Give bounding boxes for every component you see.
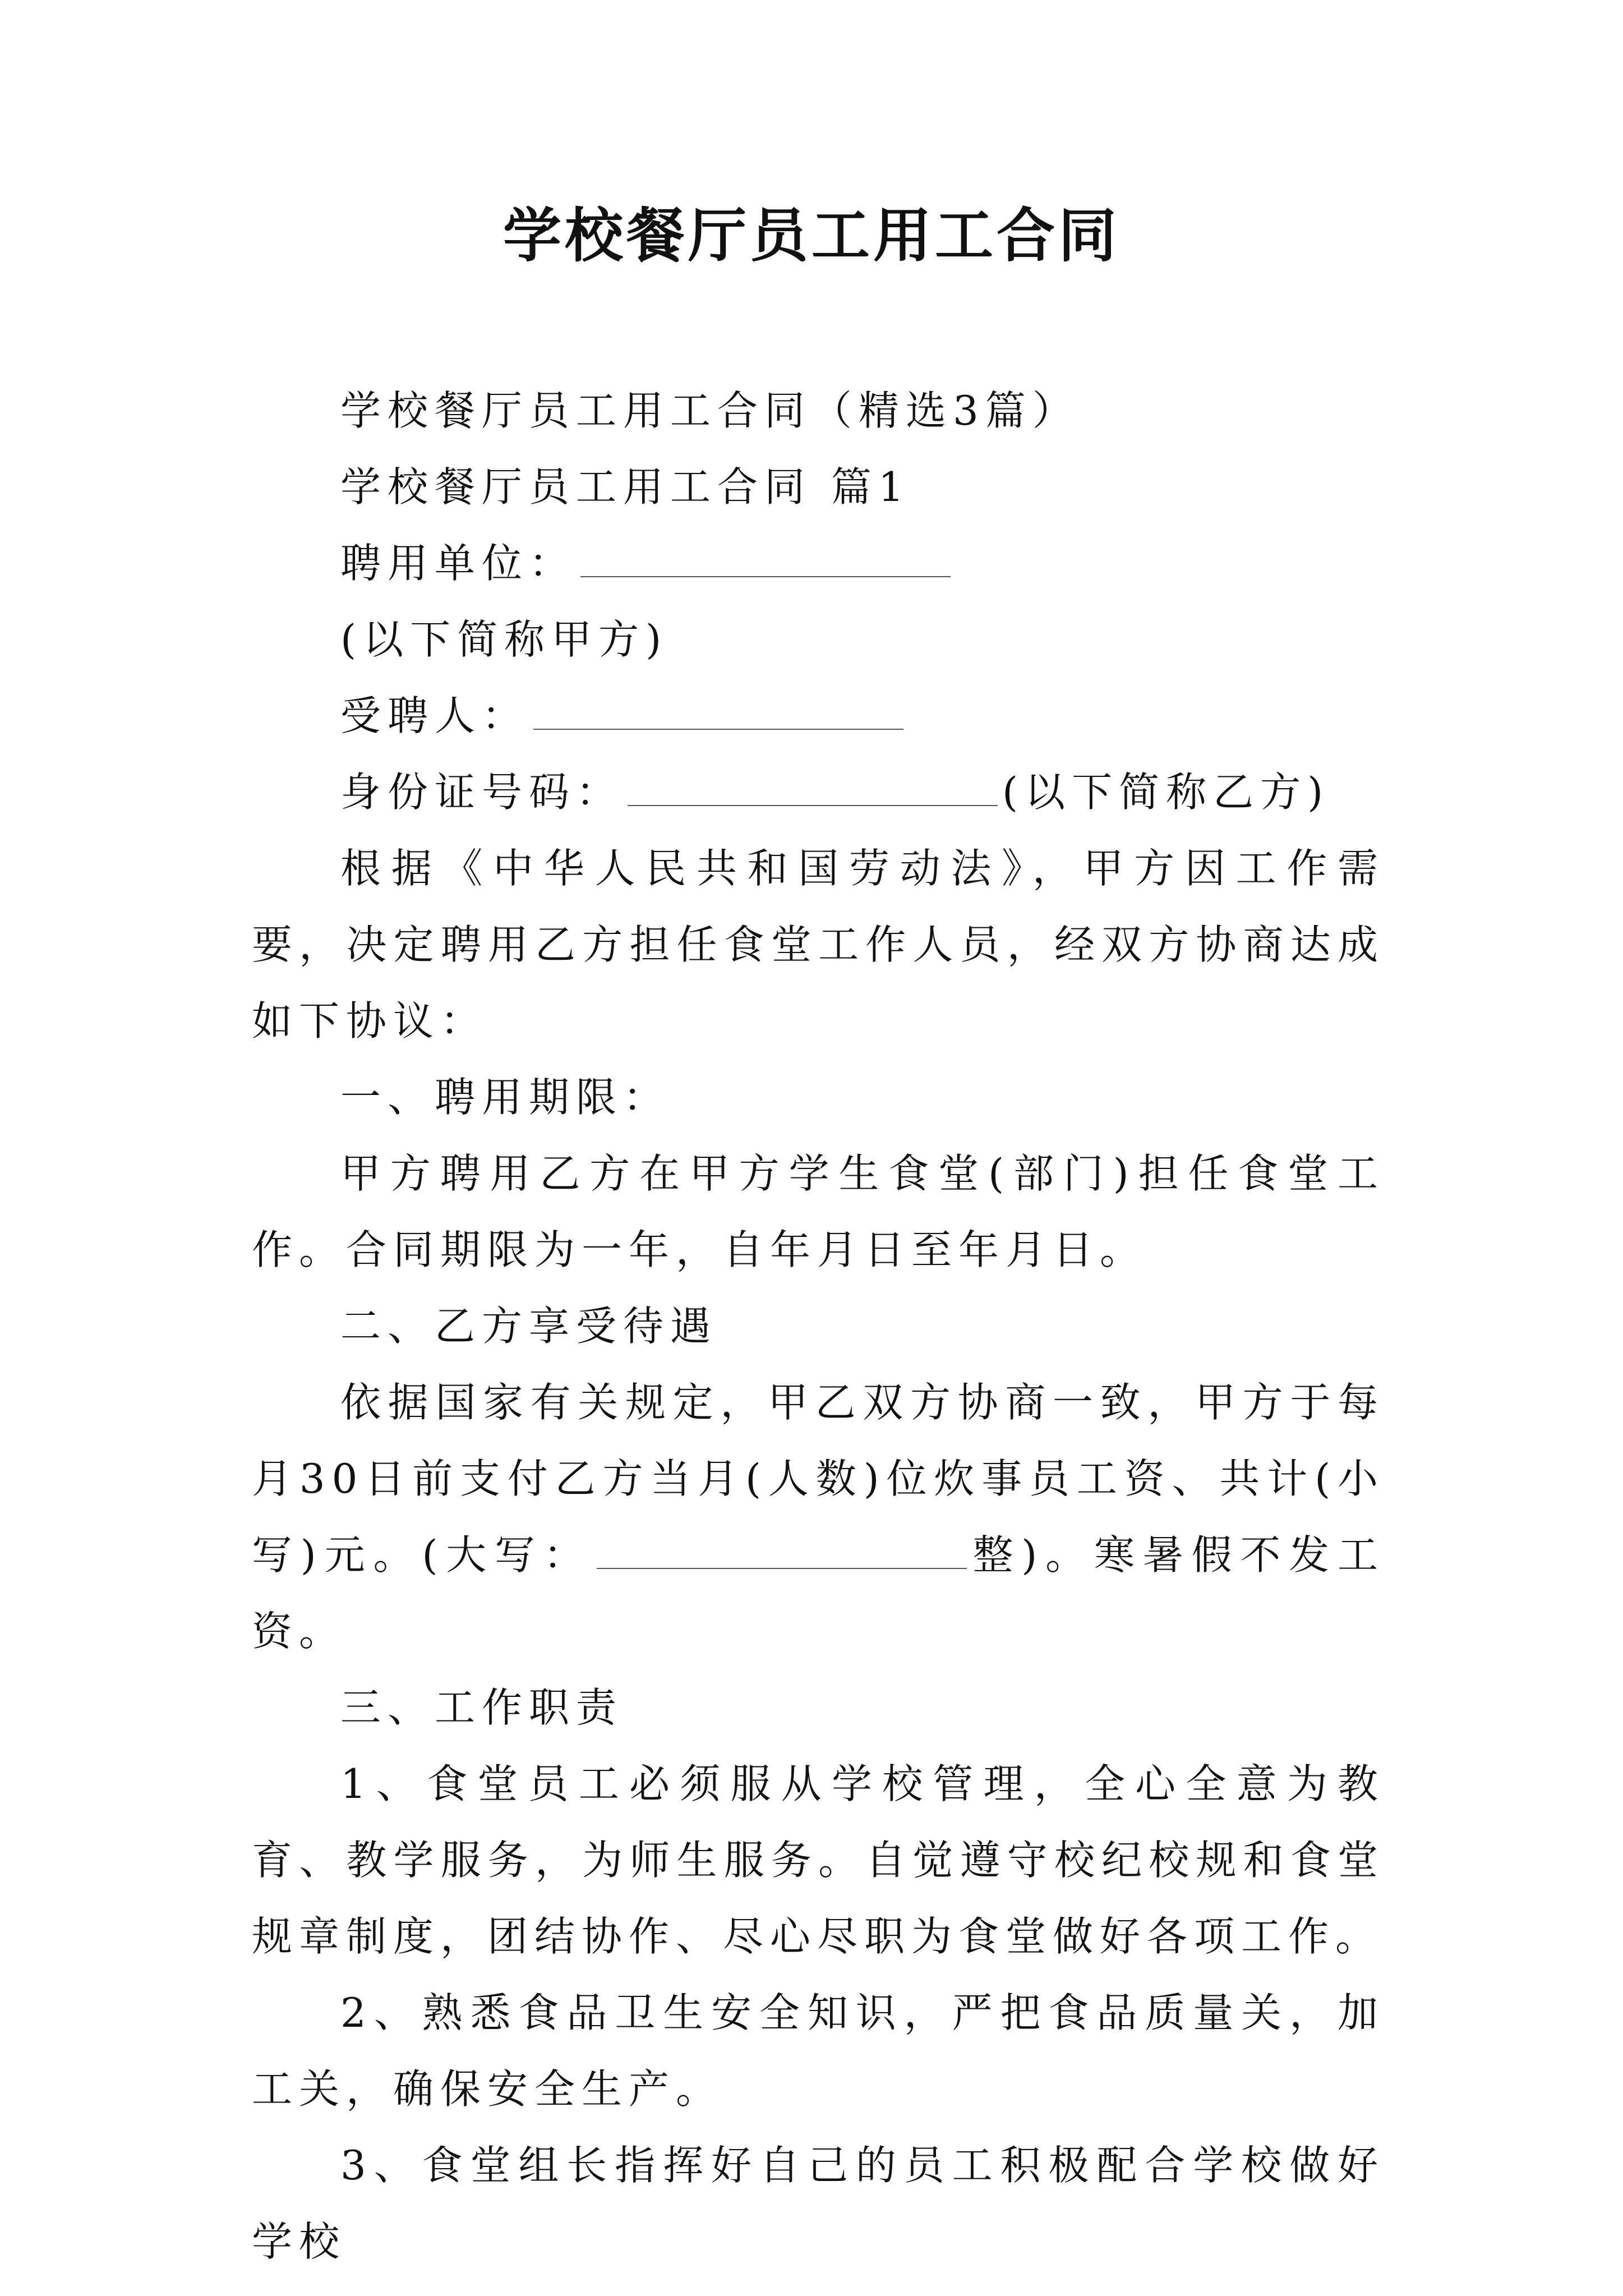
clause1-paragraph: 甲方聘用乙方在甲方学生食堂(部门)担任食堂工作。合同期限为一年，自年月日至年月日。	[252, 1150, 1385, 1273]
clause2-heading: 二、乙方享受待遇	[340, 1303, 718, 1350]
id-note: (以下简称乙方)	[1002, 769, 1330, 816]
employer-label: 聘用单位：	[340, 540, 577, 587]
section-heading: 学校餐厅员工用工合同 篇1	[340, 463, 911, 510]
clause2-text-b: 整)。寒暑假不发工资。	[252, 1531, 1385, 1655]
id-blank-field	[628, 771, 998, 806]
employee-blank-field	[533, 695, 903, 730]
document-title: 学校餐厅员工用工合同	[502, 201, 1120, 270]
id-label: 身份证号码：	[340, 769, 624, 816]
id-line	[252, 754, 1385, 830]
duty-3: 3、食堂组长指挥好自己的员工积极配合学校做好学校	[252, 2142, 1385, 2265]
employee-line	[252, 678, 1385, 754]
employer-note: (以下简称甲方)	[340, 616, 668, 663]
amount-blank-field	[597, 1534, 967, 1569]
clause2-paragraph	[252, 1364, 1385, 1669]
employer-line	[252, 525, 1385, 601]
document-body	[252, 372, 1385, 2280]
document-subtitle: 学校餐厅员工用工合同（精选3篇）	[340, 387, 1080, 434]
intro-paragraph: 根据《中华人民共和国劳动法》，甲方因工作需要，决定聘用乙方担任食堂工作人员，经双方协商达成如下协议：	[252, 845, 1385, 1045]
clause2-text-a: 依据国家有关规定，甲乙双方协商一致，甲方于每月30日前支付乙方当月(人数)位炊事员工资、共计(小写)元。(大写：	[252, 1379, 1385, 1579]
duty-1: 1、食堂员工必须服从学校管理，全心全意为教育、教学服务，为师生服务。自觉遵守校纪校规和食堂规章制度，团结协作、尽心尽职为食堂做好各项工作。	[252, 1760, 1385, 1960]
employer-blank-field	[580, 542, 951, 577]
duty-2: 2、熟悉食品卫生安全知识，严把食品质量关，加工关，确保安全生产。	[252, 1989, 1385, 2113]
employee-label: 受聘人：	[340, 692, 529, 739]
clause1-heading: 一、聘用期限：	[340, 1074, 671, 1121]
clause3-heading: 三、工作职责	[340, 1684, 624, 1731]
